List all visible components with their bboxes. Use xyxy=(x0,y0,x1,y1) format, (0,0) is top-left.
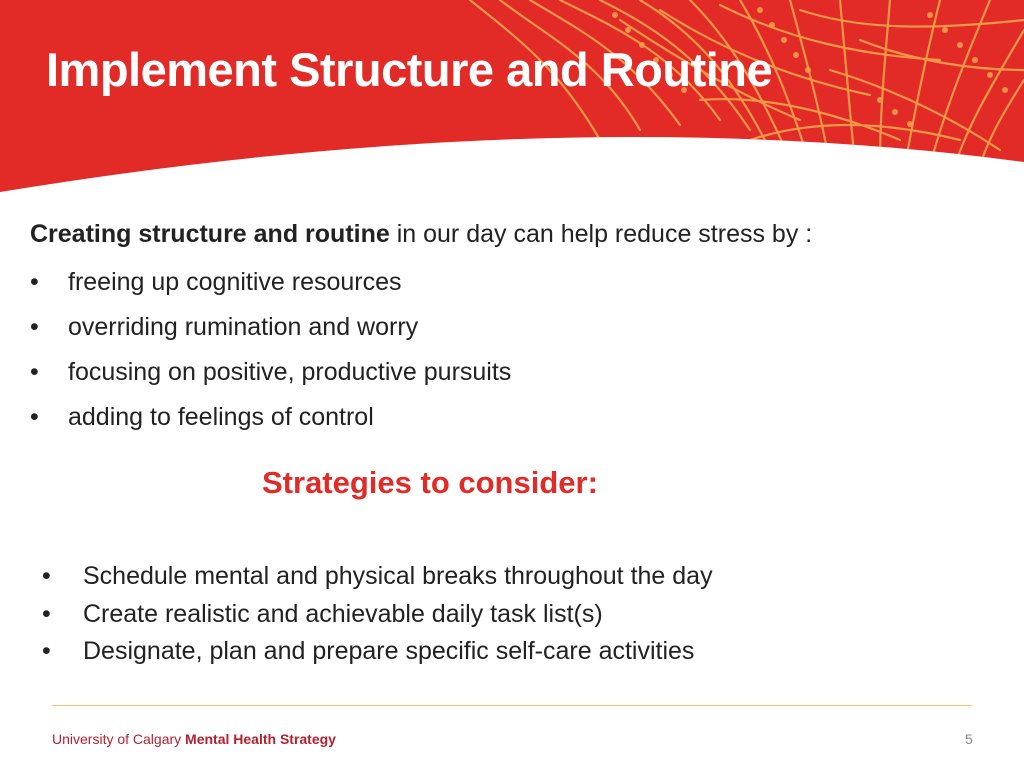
bullet-icon: • xyxy=(42,562,51,591)
bullet-icon: • xyxy=(30,358,39,386)
intro-bold-text: Creating structure and routine xyxy=(30,220,390,248)
title-banner xyxy=(0,0,1024,200)
banner-graphic xyxy=(0,0,1024,200)
strategy-text: Create realistic and achievable daily task list(s) xyxy=(83,599,603,628)
benefit-text: overriding rumination and worry xyxy=(68,313,419,341)
benefit-text: adding to feelings of control xyxy=(68,403,374,431)
footer-branding xyxy=(52,731,336,747)
list-item xyxy=(30,350,511,395)
page-number: 5 xyxy=(965,731,973,747)
bullet-icon: • xyxy=(30,403,39,431)
list-item xyxy=(42,558,713,596)
list-item xyxy=(30,260,511,305)
list-item xyxy=(30,305,511,350)
bullet-icon: • xyxy=(30,268,39,296)
strategy-text: Schedule mental and physical breaks throughout the day xyxy=(83,562,713,591)
list-item xyxy=(42,596,713,634)
bullet-icon: • xyxy=(30,313,39,341)
list-item xyxy=(30,395,511,440)
strategies-heading: Strategies to consider: xyxy=(262,465,598,500)
bullet-icon: • xyxy=(42,637,51,666)
benefit-text: focusing on positive, productive pursuits xyxy=(68,358,512,386)
footer-org: University of Calgary xyxy=(52,731,186,747)
intro-rest-text: in our day can help reduce stress by : xyxy=(389,220,813,248)
strategy-text: Designate, plan and prepare specific self-care activities xyxy=(83,637,695,666)
list-item xyxy=(42,633,713,671)
strategies-list xyxy=(42,558,713,671)
footer-program: Mental Health Strategy xyxy=(185,731,336,747)
footer-divider xyxy=(52,705,972,706)
benefits-list xyxy=(30,260,511,440)
bullet-icon: • xyxy=(42,599,51,628)
benefit-text: freeing up cognitive resources xyxy=(68,268,402,296)
intro-text xyxy=(30,220,812,249)
slide-title: Implement Structure and Routine xyxy=(46,43,773,96)
